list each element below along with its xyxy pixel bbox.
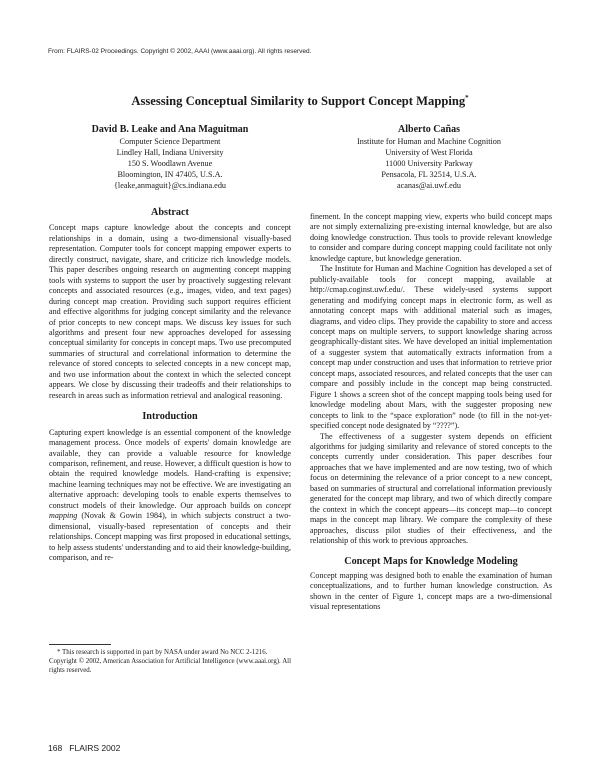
introduction-heading: Introduction <box>142 411 198 423</box>
introduction-paragraph-2: The Institute for Human and Machine Cognition has developed a set of publicly-available tools for concept mapping, available at http://cmap.coginst.uwf.edu/. These widely-used systems support generating and modifying concept maps in electronic form, as well as annotating concept maps with additional material such as images, diagrams, and video clips. They provide the capability to store and access concept maps on multiple servers, to support knowledge sharing across geographically-distant sites. We have developed an initial implementation of a suggester system that automatically extracts information from a concept map under construction and uses that information to retrieve prior concept maps, associated resources, and related concepts that the user can compare and possibly include in the concept map being constructed. Figure 1 shows a screen shot of the concept mapping tools being used for knowledge modeling about Mars, with the suggester proposing new concepts to link to the “space exploration” node (to fill in the not-yet-specified concept node designated by “????”). <box>310 264 552 431</box>
footnote-area <box>49 644 291 675</box>
concept-maps-text: Concept mapping was designed both to enable the examination of human conceptualizations, and to further human knowledge construction. As shown in the center of Figure 1, concept maps are a two-dimensional visual representations <box>310 570 552 612</box>
author-building-left: Lindley Hall, Indiana University <box>116 148 224 157</box>
page-footer <box>48 743 120 753</box>
concept-maps-heading: Concept Maps for Knowledge Modeling <box>344 555 518 567</box>
abstract-heading: Abstract <box>151 207 189 218</box>
author-university-right: University of West Florida <box>385 148 473 157</box>
introduction-paragraph-1-cont: finement. In the concept mapping view, experts who build concept maps are not simply externalizing pre-existing internal knowledge, but are also doing knowledge construction. Thus tools to provide relevant knowledge to consider and compare during concept mapping could facilitate not only knowledge capture, but knowledge generation. <box>310 212 552 263</box>
author-email-left: {leake,anmaguit}@cs.indiana.edu <box>113 181 227 190</box>
page-number: 168 <box>48 743 63 753</box>
introduction-paragraph-3: The effectiveness of a suggester system depends on efficient algorithms for judging similarity and relevance of stored concepts to the concepts currently under consideration. This paper describes four approaches that we have implemented and are now testing, two of which focus on determining the relevance of a prior concept to a new concept, based on summaries of structural and correlational information previously generated for the concept map library, and two of which directly compare the context in which the concept appears—its concept map—to concept maps in the concept map library. We compare the complexity of these approaches, discuss pilot studies of their effectiveness, and the relationship of this work to previous approaches. <box>310 431 552 546</box>
abstract-text: Concept maps capture knowledge about the concepts and concept relationships in a domain, using a two-dimensional visually-based representation. Computer tools for concept mapping empower experts to directly construct, navigate, share, and criticize rich knowledge models. This paper describes ongoing research on augmenting concept mapping tools with systems to support the user by proactively suggesting relevant concepts and associated resources (e.g., images, video, and text pages) during concept map creation. Providing such support requires efficient and effective algorithms for judging concept similarity and the relevance of prior concepts to new concept maps. We discuss key issues for such algorithms and present four new approaches developed for assessing conceptual similarity for concepts in concept maps. Two use precomputed summaries of structural and correlational information to determine the relevance of stored concepts to selected concepts in a new concept map, and two use information about the context in which the selected concept appears. We close by discussing their tradeoffs and their relationships to research in areas such as information retrieval and analogical reasoning. <box>49 223 291 400</box>
intro-p1-emphasis: concept mapping <box>49 500 291 521</box>
paper-title <box>0 94 600 109</box>
footnote-support: * This research is supported in part by NASA under award No NCC 2-1216. <box>57 649 268 656</box>
introduction-paragraph-1 <box>49 428 291 564</box>
copyright-notice: From: FLAIRS-02 Proceedings. Copyright © 2002, AAAI (www.aaai.org). All rights reserved. <box>48 48 312 55</box>
author-city-right: Pensacola, FL 32514, U.S.A. <box>381 170 477 179</box>
right-column <box>310 212 552 613</box>
title-footnote-mark: * <box>465 94 469 102</box>
author-names-left: David B. Leake and Ana Maguitman <box>91 124 249 135</box>
intro-p1-part-b: (Novak & Gowin 1984), in which subjects construct a two-dimensional, visually-based representation of concepts and their relationships. Concept mapping was first proposed in educational settings, to help assess students' understanding and to aid their knowledge-building, comparison, and re- <box>49 511 291 563</box>
footnote-copyright: Copyright © 2002, American Association for Artificial Intelligence (www.aaai.org). All rights reserved. <box>49 658 291 674</box>
author-street-right: 11000 University Parkway <box>385 159 473 168</box>
author-name-right: Alberto Cañas <box>398 124 460 135</box>
author-institute-right: Institute for Human and Machine Cognition <box>357 137 501 146</box>
venue-label: FLAIRS 2002 <box>69 743 121 753</box>
author-block-right <box>306 124 552 191</box>
author-dept-left: Computer Science Department <box>119 137 221 146</box>
footnote-rule <box>49 644 111 645</box>
author-street-left: 150 S. Woodlawn Avenue <box>127 159 213 168</box>
intro-p1-part-a: Capturing expert knowledge is an essential component of the knowledge management process. Once models of experts' domain knowledge are available, they can provide a valuable resource for knowledge comparison, refinement, and reuse. However, a difficult question is how to obtain the required knowledge models. Hand-crafting is expensive; machine learning techniques may not be effective. We are investigating an alternative approach: developing tools to enable experts themselves to construct models of their knowledge. Our approach builds on <box>49 427 291 510</box>
author-email-right: acanas@ai.uwf.edu <box>397 181 461 190</box>
left-column <box>49 208 291 564</box>
author-block-left <box>48 124 292 191</box>
author-city-left: Bloomington, IN 47405, U.S.A. <box>117 170 223 179</box>
paper-title-text: Assessing Conceptual Similarity to Support Concept Mapping <box>131 94 466 109</box>
